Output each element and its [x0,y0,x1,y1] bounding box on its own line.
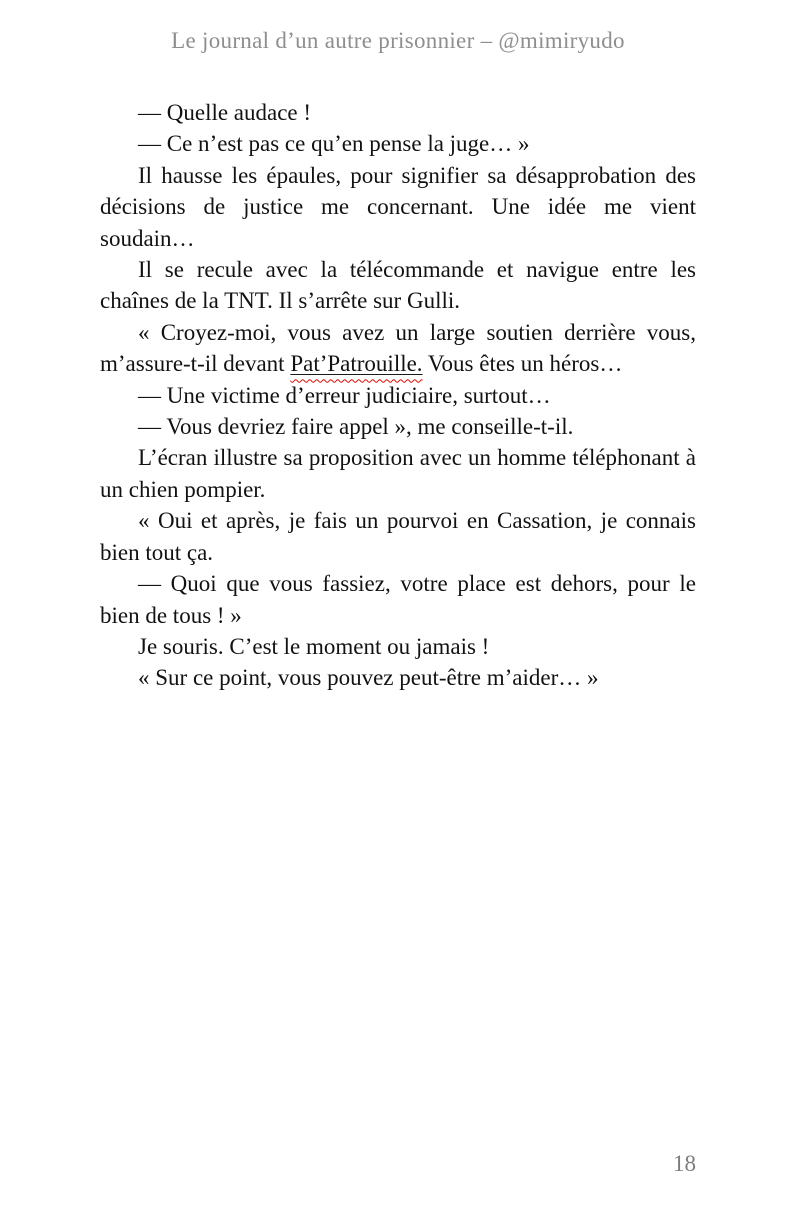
paragraph: L’écran illustre sa proposition avec un homme téléphonant à un chien pompier. [100,445,696,502]
paragraph: — Une victime d’erreur judiciaire, surtout… [138,382,551,408]
running-header: Le journal d’un autre prisonnier – @mimiryudo [171,28,625,53]
paragraph: — Vous devriez faire appel », me conseille-t-il. [138,414,574,440]
paragraph [100,317,696,380]
body-text [100,97,696,694]
spellcheck-marked-word [290,351,422,376]
paragraph: Il se recule avec la télécommande et navigue entre les chaînes de la TNT. Il s’arrête sur Gulli. [100,257,696,314]
paragraph: — Ce n’est pas ce qu’en pense la juge… » [138,131,530,157]
paragraph-text-before: « Croyez-moi, vous avez un large soutien derrière vous, m’assure-t-il devant [100,319,696,377]
paragraph: Je souris. C’est le moment ou jamais ! [138,633,490,659]
paragraph: Il hausse les épaules, pour signifier sa désapprobation des décisions de justice me concernant. Une idée me vient soudain… [100,162,696,251]
paragraph: — Quoi que vous fassiez, votre place est dehors, pour le bien de tous ! » [100,571,696,628]
page-number: 18 [673,1151,696,1176]
paragraph-text-after: Vous êtes un héros… [422,351,623,377]
spellcheck-squiggle: Pat’Patrouille. [290,351,423,377]
paragraph: « Sur ce point, vous pouvez peut-être m’aider… » [138,665,599,691]
paragraph: — Quelle audace ! [138,100,312,125]
paragraph: « Oui et après, je fais un pourvoi en Cassation, je connais bien tout ça. [100,508,696,565]
